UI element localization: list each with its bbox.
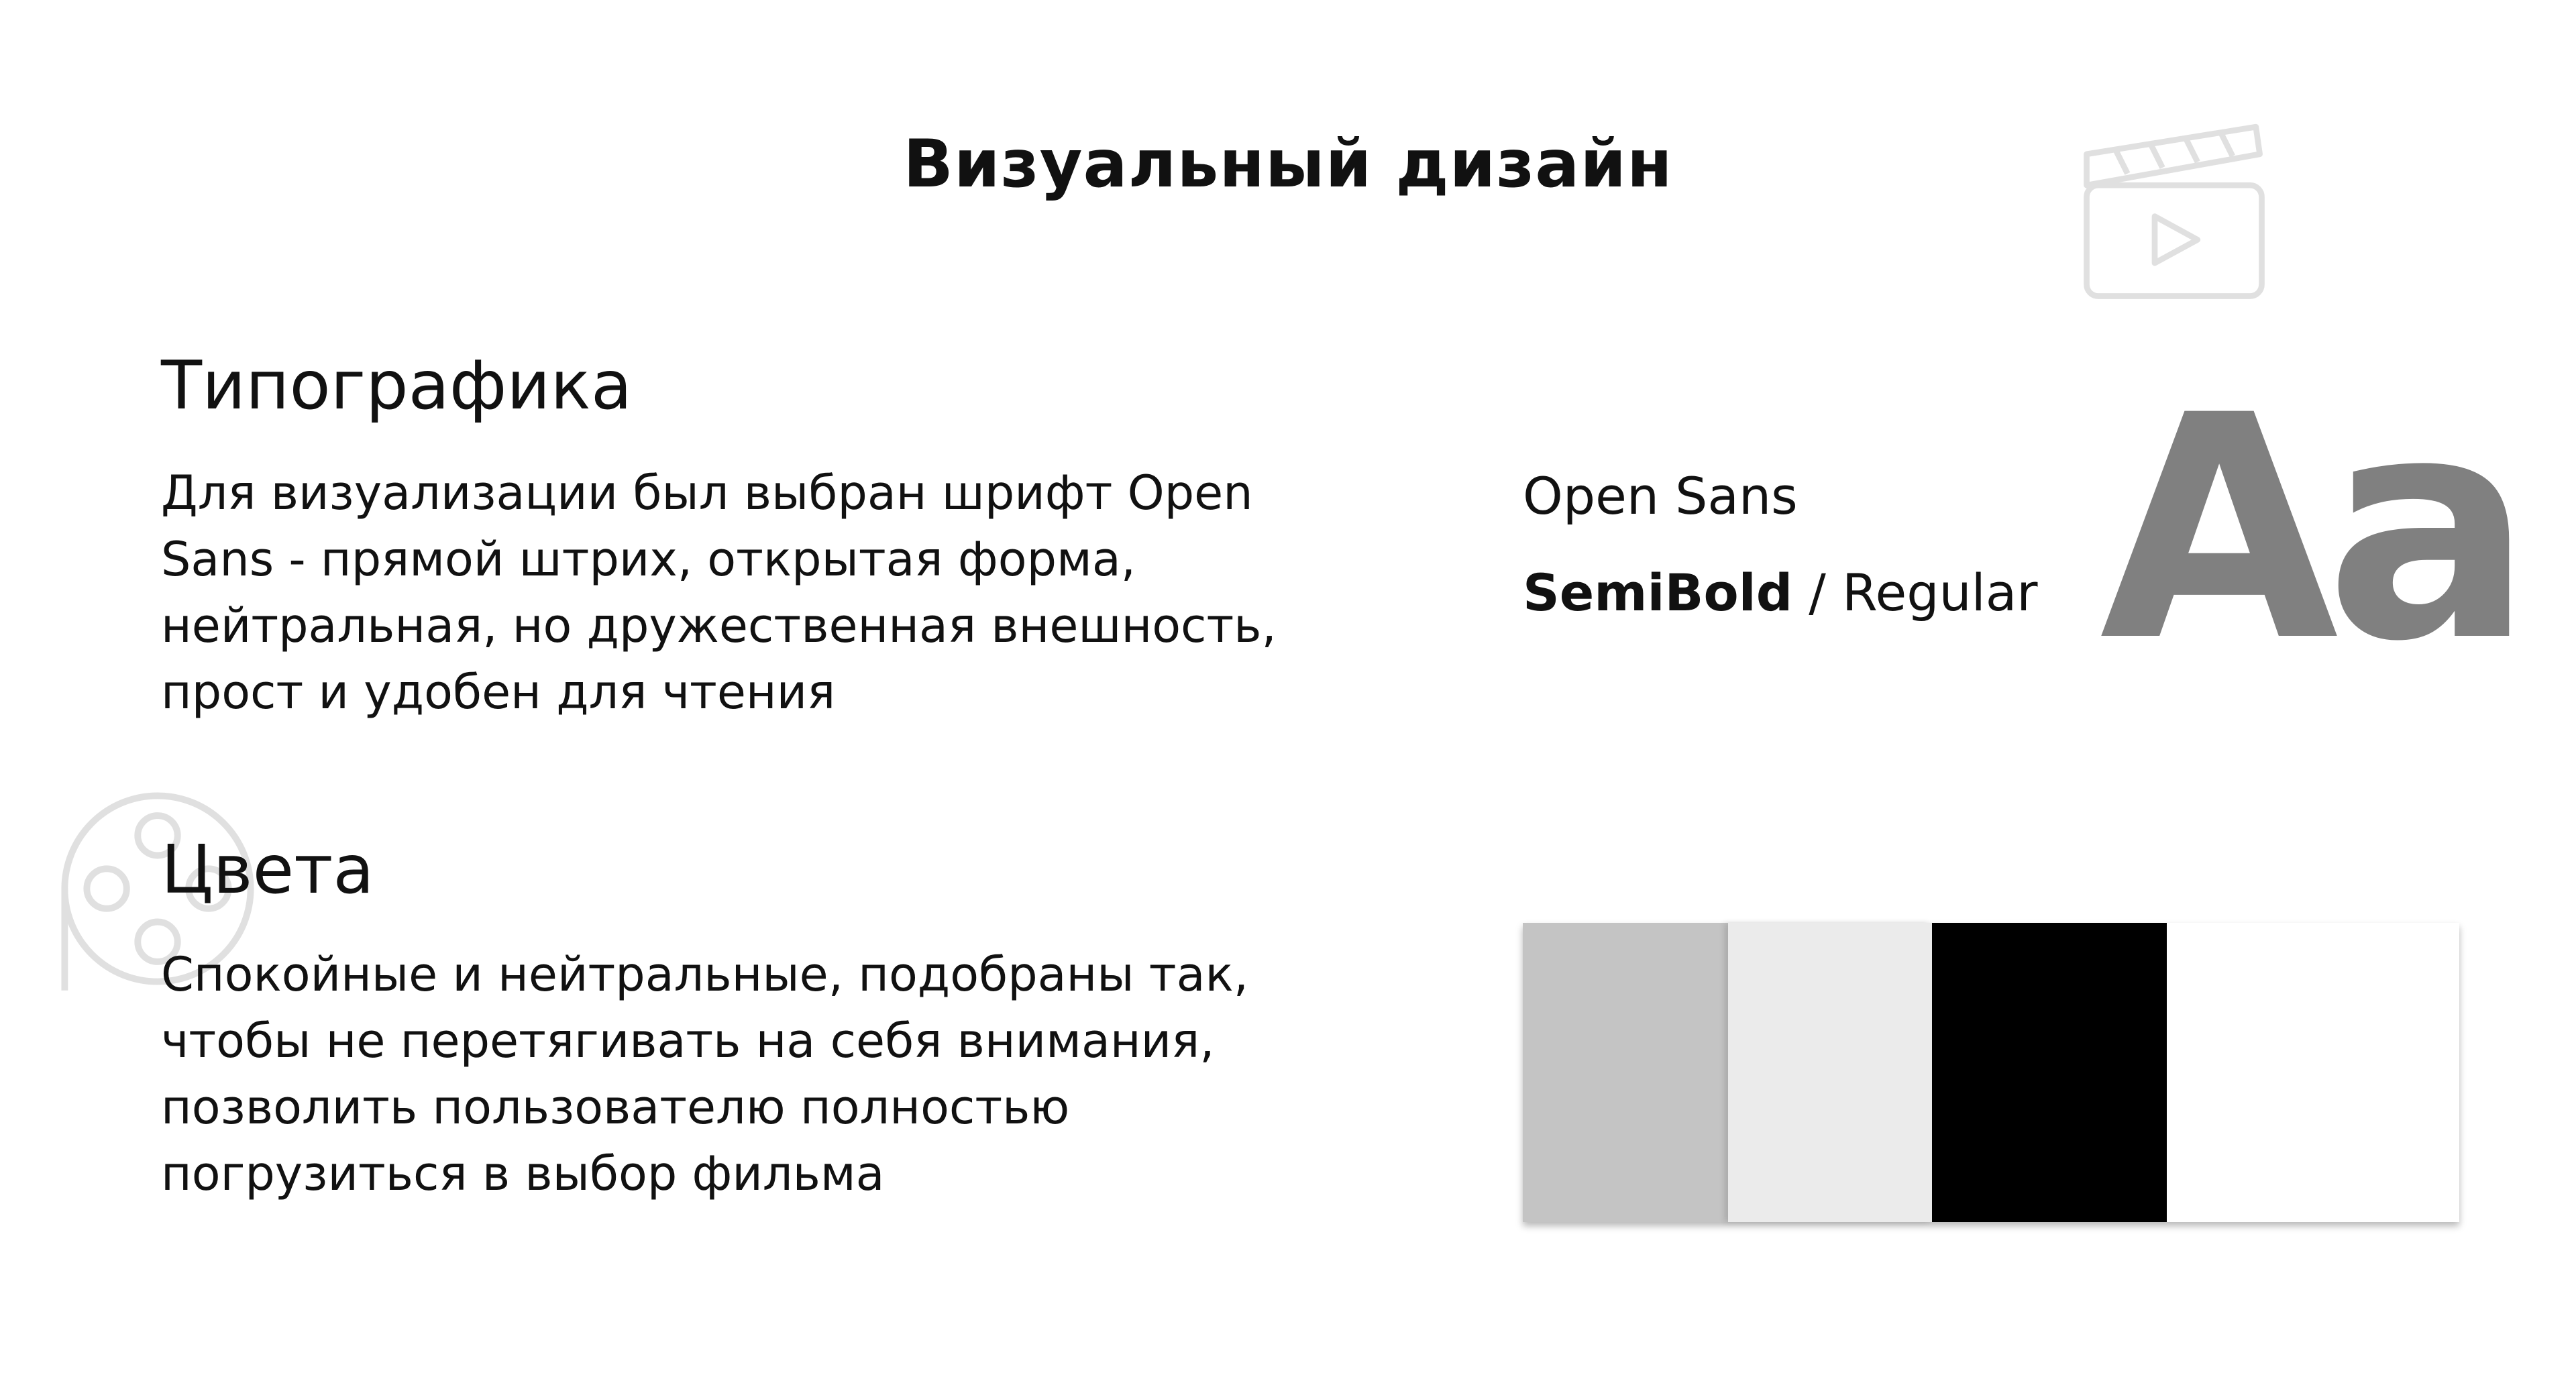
color-swatch-very-light-gray	[1728, 923, 1932, 1222]
color-swatch-light-gray	[1523, 923, 1728, 1222]
font-sample: Aa	[2100, 350, 2520, 709]
color-palette	[1523, 923, 2459, 1222]
page-title: Визуальный дизайн	[903, 126, 1673, 203]
typography-heading: Типографика	[161, 346, 633, 425]
typography-description: Для визуализации был выбран шрифт Open Sans - прямой штрих, открытая форма, нейтральная, но дружественная внешность, прост и удобен для чтения	[161, 465, 1277, 720]
color-swatch-black	[1932, 923, 2167, 1222]
font-weights	[1523, 559, 2038, 626]
font-name: Open Sans	[1523, 466, 1798, 526]
colors-heading: Цвета	[161, 830, 374, 909]
font-weight-semibold: SemiBold	[1523, 563, 1793, 622]
color-swatch-white	[2167, 923, 2459, 1222]
font-weight-separator: /	[1792, 563, 1843, 622]
clapperboard-icon	[2077, 111, 2271, 306]
colors-description: Спокойные и нейтральные, подобраны так, чтобы не перетягивать на себя внимания, позволить пользователю полностью погрузиться в выбор фильма	[161, 947, 1249, 1201]
font-weight-regular: Regular	[1842, 563, 2038, 622]
